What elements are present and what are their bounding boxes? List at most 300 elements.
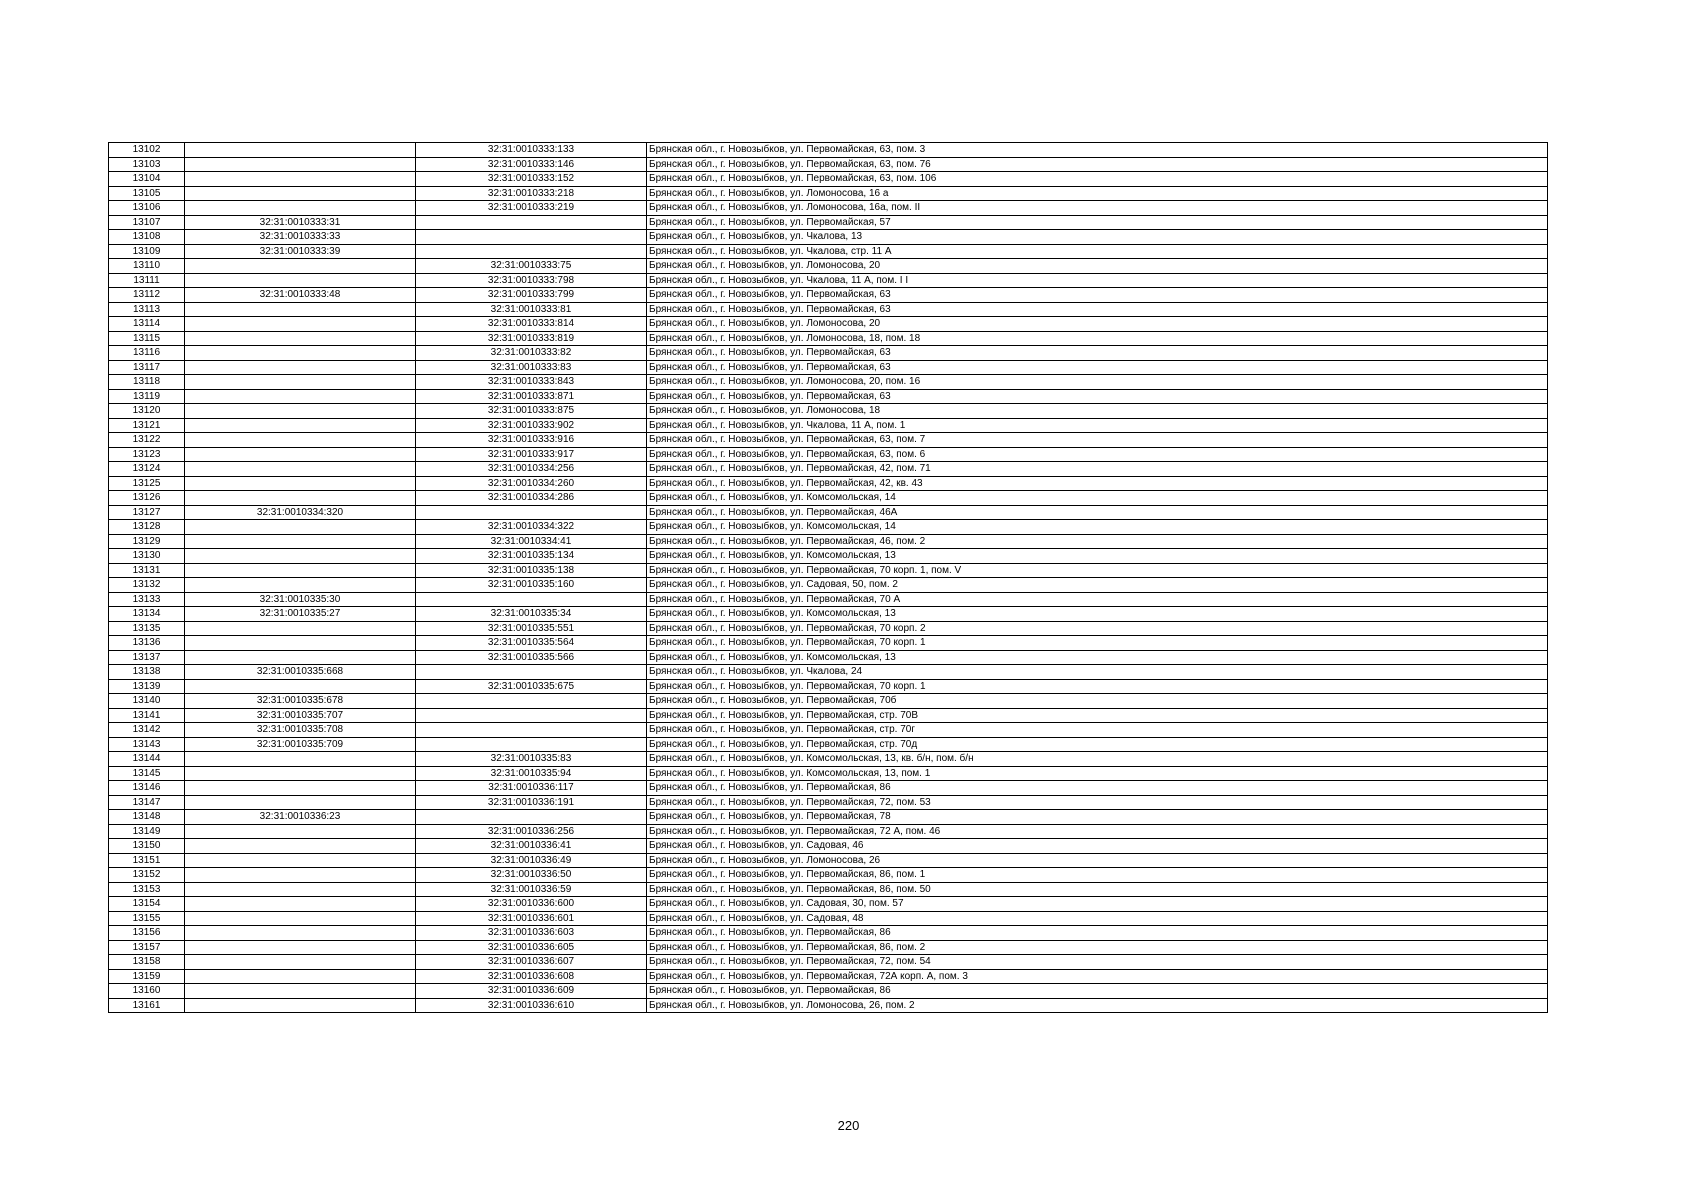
address-cell: Брянская обл., г. Новозыбков, ул. Садовая, 46 [647,839,1548,854]
building-cadastral-cell [416,723,647,738]
table-row [109,215,1548,230]
table-row [109,520,1548,535]
land-cadastral-cell [185,621,416,636]
building-cadastral-cell: 32:31:0010333:83 [416,360,647,375]
building-cadastral-cell: 32:31:0010335:564 [416,636,647,651]
land-cadastral-cell [185,157,416,172]
table-row [109,360,1548,375]
row-number-cell: 13131 [109,563,185,578]
address-cell: Брянская обл., г. Новозыбков, ул. Первомайская, 63 [647,288,1548,303]
address-cell: Брянская обл., г. Новозыбков, ул. Первомайская, 78 [647,810,1548,825]
land-cadastral-cell [185,360,416,375]
address-cell: Брянская обл., г. Новозыбков, ул. Первомайская, 86, пом. 2 [647,940,1548,955]
table-row [109,143,1548,158]
address-cell: Брянская обл., г. Новозыбков, ул. Первомайская, 42, пом. 71 [647,462,1548,477]
address-cell: Брянская обл., г. Новозыбков, ул. Первомайская, 70 корп. 1, пом. V [647,563,1548,578]
address-cell: Брянская обл., г. Новозыбков, ул. Первомайская, 63 [647,389,1548,404]
table-row [109,186,1548,201]
land-cadastral-cell [185,998,416,1013]
building-cadastral-cell [416,737,647,752]
land-cadastral-cell [185,317,416,332]
building-cadastral-cell: 32:31:0010333:82 [416,346,647,361]
address-cell: Брянская обл., г. Новозыбков, ул. Первомайская, 72 А, пом. 46 [647,824,1548,839]
address-cell: Брянская обл., г. Новозыбков, ул. Ломоносова, 20, пом. 16 [647,375,1548,390]
building-cadastral-cell: 32:31:0010335:160 [416,578,647,593]
building-cadastral-cell: 32:31:0010335:138 [416,563,647,578]
table-row [109,418,1548,433]
table-row [109,781,1548,796]
table-row [109,984,1548,999]
row-number-cell: 13135 [109,621,185,636]
land-cadastral-cell: 32:31:0010335:708 [185,723,416,738]
table-row [109,230,1548,245]
address-cell: Брянская обл., г. Новозыбков, ул. Первомайская, стр. 70д [647,737,1548,752]
land-cadastral-cell [185,302,416,317]
address-cell: Брянская обл., г. Новозыбков, ул. Первомайская, 63, пом. 106 [647,172,1548,187]
row-number-cell: 13119 [109,389,185,404]
address-cell: Брянская обл., г. Новозыбков, ул. Ломоносова, 20 [647,317,1548,332]
table-row [109,607,1548,622]
table-row [109,926,1548,941]
building-cadastral-cell: 32:31:0010334:256 [416,462,647,477]
row-number-cell: 13111 [109,273,185,288]
building-cadastral-cell: 32:31:0010333:133 [416,143,647,158]
building-cadastral-cell: 32:31:0010333:81 [416,302,647,317]
land-cadastral-cell [185,462,416,477]
address-cell: Брянская обл., г. Новозыбков, ул. Первомайская, 72, пом. 53 [647,795,1548,810]
address-cell: Брянская обл., г. Новозыбков, ул. Первомайская, стр. 70г [647,723,1548,738]
land-cadastral-cell [185,172,416,187]
row-number-cell: 13161 [109,998,185,1013]
building-cadastral-cell [416,244,647,259]
building-cadastral-cell: 32:31:0010336:608 [416,969,647,984]
building-cadastral-cell: 32:31:0010333:146 [416,157,647,172]
row-number-cell: 13110 [109,259,185,274]
address-cell: Брянская обл., г. Новозыбков, ул. Первомайская, стр. 70В [647,708,1548,723]
table-row [109,911,1548,926]
table-row [109,940,1548,955]
address-cell: Брянская обл., г. Новозыбков, ул. Чкалова, 11 А, пом. I I [647,273,1548,288]
table-row [109,592,1548,607]
row-number-cell: 13109 [109,244,185,259]
building-cadastral-cell: 32:31:0010333:814 [416,317,647,332]
table-row [109,752,1548,767]
building-cadastral-cell: 32:31:0010333:218 [416,186,647,201]
row-number-cell: 13125 [109,476,185,491]
land-cadastral-cell [185,955,416,970]
building-cadastral-cell: 32:31:0010336:600 [416,897,647,912]
registry-table [108,142,1548,1013]
land-cadastral-cell: 32:31:0010333:48 [185,288,416,303]
table-row [109,375,1548,390]
land-cadastral-cell [185,534,416,549]
land-cadastral-cell [185,839,416,854]
land-cadastral-cell [185,636,416,651]
building-cadastral-cell [416,665,647,680]
address-cell: Брянская обл., г. Новозыбков, ул. Комсомольская, 13 [647,650,1548,665]
land-cadastral-cell [185,984,416,999]
row-number-cell: 13121 [109,418,185,433]
building-cadastral-cell: 32:31:0010336:117 [416,781,647,796]
address-cell: Брянская обл., г. Новозыбков, ул. Первомайская, 63, пом. 3 [647,143,1548,158]
row-number-cell: 13120 [109,404,185,419]
building-cadastral-cell: 32:31:0010334:41 [416,534,647,549]
table-row [109,839,1548,854]
building-cadastral-cell: 32:31:0010333:798 [416,273,647,288]
address-cell: Брянская обл., г. Новозыбков, ул. Чкалова, 24 [647,665,1548,680]
address-cell: Брянская обл., г. Новозыбков, ул. Первомайская, 70 корп. 1 [647,679,1548,694]
building-cadastral-cell [416,592,647,607]
table-row [109,679,1548,694]
land-cadastral-cell: 32:31:0010333:39 [185,244,416,259]
building-cadastral-cell: 32:31:0010333:875 [416,404,647,419]
building-cadastral-cell: 32:31:0010336:605 [416,940,647,955]
land-cadastral-cell: 32:31:0010333:33 [185,230,416,245]
address-cell: Брянская обл., г. Новозыбков, ул. Комсомольская, 13, кв. б/н, пом. б/н [647,752,1548,767]
row-number-cell: 13103 [109,157,185,172]
row-number-cell: 13117 [109,360,185,375]
row-number-cell: 13115 [109,331,185,346]
table-row [109,346,1548,361]
address-cell: Брянская обл., г. Новозыбков, ул. Первомайская, 63 [647,360,1548,375]
land-cadastral-cell: 32:31:0010333:31 [185,215,416,230]
land-cadastral-cell: 32:31:0010335:30 [185,592,416,607]
building-cadastral-cell: 32:31:0010333:219 [416,201,647,216]
building-cadastral-cell: 32:31:0010334:322 [416,520,647,535]
building-cadastral-cell: 32:31:0010335:134 [416,549,647,564]
row-number-cell: 13149 [109,824,185,839]
address-cell: Брянская обл., г. Новозыбков, ул. Первомайская, 86 [647,926,1548,941]
address-cell: Брянская обл., г. Новозыбков, ул. Первомайская, 70 А [647,592,1548,607]
land-cadastral-cell [185,331,416,346]
land-cadastral-cell: 32:31:0010336:23 [185,810,416,825]
building-cadastral-cell: 32:31:0010336:603 [416,926,647,941]
row-number-cell: 13157 [109,940,185,955]
row-number-cell: 13150 [109,839,185,854]
building-cadastral-cell: 32:31:0010336:609 [416,984,647,999]
row-number-cell: 13147 [109,795,185,810]
table-row [109,882,1548,897]
building-cadastral-cell: 32:31:0010334:286 [416,491,647,506]
land-cadastral-cell [185,795,416,810]
address-cell: Брянская обл., г. Новозыбков, ул. Первомайская, 70 корп. 2 [647,621,1548,636]
building-cadastral-cell [416,694,647,709]
table-row [109,665,1548,680]
building-cadastral-cell: 32:31:0010335:551 [416,621,647,636]
table-row [109,969,1548,984]
land-cadastral-cell [185,781,416,796]
land-cadastral-cell: 32:31:0010335:27 [185,607,416,622]
row-number-cell: 13156 [109,926,185,941]
building-cadastral-cell: 32:31:0010335:94 [416,766,647,781]
row-number-cell: 13102 [109,143,185,158]
row-number-cell: 13105 [109,186,185,201]
building-cadastral-cell: 32:31:0010334:260 [416,476,647,491]
land-cadastral-cell [185,868,416,883]
land-cadastral-cell [185,143,416,158]
row-number-cell: 13140 [109,694,185,709]
address-cell: Брянская обл., г. Новозыбков, ул. Ломоносова, 20 [647,259,1548,274]
table-row [109,157,1548,172]
row-number-cell: 13122 [109,433,185,448]
row-number-cell: 13153 [109,882,185,897]
land-cadastral-cell [185,752,416,767]
table-row [109,331,1548,346]
address-cell: Брянская обл., г. Новозыбков, ул. Первомайская, 63 [647,346,1548,361]
address-cell: Брянская обл., г. Новозыбков, ул. Первомайская, 86 [647,781,1548,796]
address-cell: Брянская обл., г. Новозыбков, ул. Садовая, 48 [647,911,1548,926]
address-cell: Брянская обл., г. Новозыбков, ул. Первомайская, 86, пом. 1 [647,868,1548,883]
table-row [109,259,1548,274]
land-cadastral-cell [185,186,416,201]
address-cell: Брянская обл., г. Новозыбков, ул. Первомайская, 86 [647,984,1548,999]
building-cadastral-cell: 32:31:0010336:50 [416,868,647,883]
row-number-cell: 13152 [109,868,185,883]
table-row [109,433,1548,448]
table-row [109,650,1548,665]
row-number-cell: 13130 [109,549,185,564]
table-row [109,810,1548,825]
building-cadastral-cell: 32:31:0010333:843 [416,375,647,390]
land-cadastral-cell [185,476,416,491]
land-cadastral-cell [185,824,416,839]
row-number-cell: 13112 [109,288,185,303]
address-cell: Брянская обл., г. Новозыбков, ул. Первомайская, 63 [647,302,1548,317]
building-cadastral-cell: 32:31:0010335:675 [416,679,647,694]
land-cadastral-cell [185,853,416,868]
address-cell: Брянская обл., г. Новозыбков, ул. Ломоносова, 18, пом. 18 [647,331,1548,346]
address-cell: Брянская обл., г. Новозыбков, ул. Садовая, 30, пом. 57 [647,897,1548,912]
table-row [109,621,1548,636]
address-cell: Брянская обл., г. Новозыбков, ул. Первомайская, 57 [647,215,1548,230]
address-cell: Брянская обл., г. Новозыбков, ул. Первомайская, 70 корп. 1 [647,636,1548,651]
land-cadastral-cell [185,650,416,665]
land-cadastral-cell [185,273,416,288]
row-number-cell: 13126 [109,491,185,506]
row-number-cell: 13114 [109,317,185,332]
row-number-cell: 13128 [109,520,185,535]
row-number-cell: 13159 [109,969,185,984]
land-cadastral-cell [185,578,416,593]
address-cell: Брянская обл., г. Новозыбков, ул. Комсомольская, 13 [647,549,1548,564]
land-cadastral-cell [185,766,416,781]
row-number-cell: 13104 [109,172,185,187]
address-cell: Брянская обл., г. Новозыбков, ул. Чкалова, 13 [647,230,1548,245]
land-cadastral-cell: 32:31:0010335:707 [185,708,416,723]
land-cadastral-cell [185,563,416,578]
land-cadastral-cell [185,520,416,535]
row-number-cell: 13129 [109,534,185,549]
land-cadastral-cell [185,259,416,274]
building-cadastral-cell: 32:31:0010336:601 [416,911,647,926]
table-row [109,302,1548,317]
table-row [109,288,1548,303]
building-cadastral-cell [416,505,647,520]
row-number-cell: 13134 [109,607,185,622]
table-row [109,824,1548,839]
address-cell: Брянская обл., г. Новозыбков, ул. Чкалова, стр. 11 А [647,244,1548,259]
land-cadastral-cell: 32:31:0010335:668 [185,665,416,680]
table-row [109,708,1548,723]
land-cadastral-cell [185,418,416,433]
table-row [109,955,1548,970]
address-cell: Брянская обл., г. Новозыбков, ул. Комсомольская, 14 [647,491,1548,506]
table-row [109,723,1548,738]
land-cadastral-cell [185,491,416,506]
page-number: 220 [837,1118,860,1133]
row-number-cell: 13127 [109,505,185,520]
address-cell: Брянская обл., г. Новозыбков, ул. Ломоносова, 18 [647,404,1548,419]
table-row [109,549,1548,564]
address-cell: Брянская обл., г. Новозыбков, ул. Первомайская, 63, пом. 76 [647,157,1548,172]
table-row [109,476,1548,491]
table-row [109,578,1548,593]
table-row [109,998,1548,1013]
table-row [109,694,1548,709]
address-cell: Брянская обл., г. Новозыбков, ул. Ломоносова, 16 а [647,186,1548,201]
table-row [109,534,1548,549]
building-cadastral-cell: 32:31:0010336:191 [416,795,647,810]
address-cell: Брянская обл., г. Новозыбков, ул. Ломоносова, 16а, пом. II [647,201,1548,216]
building-cadastral-cell: 32:31:0010336:610 [416,998,647,1013]
row-number-cell: 13118 [109,375,185,390]
row-number-cell: 13155 [109,911,185,926]
building-cadastral-cell: 32:31:0010333:152 [416,172,647,187]
building-cadastral-cell: 32:31:0010335:566 [416,650,647,665]
building-cadastral-cell: 32:31:0010336:607 [416,955,647,970]
row-number-cell: 13116 [109,346,185,361]
table-row [109,201,1548,216]
address-cell: Брянская обл., г. Новозыбков, ул. Комсомольская, 14 [647,520,1548,535]
table-row [109,244,1548,259]
table-row [109,853,1548,868]
address-cell: Брянская обл., г. Новозыбков, ул. Комсомольская, 13 [647,607,1548,622]
row-number-cell: 13148 [109,810,185,825]
address-cell: Брянская обл., г. Новозыбков, ул. Первомайская, 72, пом. 54 [647,955,1548,970]
building-cadastral-cell [416,230,647,245]
address-cell: Брянская обл., г. Новозыбков, ул. Первомайская, 46А [647,505,1548,520]
table-row [109,447,1548,462]
land-cadastral-cell [185,926,416,941]
address-cell: Брянская обл., г. Новозыбков, ул. Первомайская, 72А корп. А, пом. 3 [647,969,1548,984]
row-number-cell: 13146 [109,781,185,796]
land-cadastral-cell: 32:31:0010335:709 [185,737,416,752]
row-number-cell: 13132 [109,578,185,593]
land-cadastral-cell [185,404,416,419]
table-row [109,491,1548,506]
land-cadastral-cell [185,679,416,694]
building-cadastral-cell: 32:31:0010333:819 [416,331,647,346]
land-cadastral-cell [185,549,416,564]
row-number-cell: 13154 [109,897,185,912]
building-cadastral-cell: 32:31:0010333:902 [416,418,647,433]
table-row [109,737,1548,752]
land-cadastral-cell [185,447,416,462]
address-cell: Брянская обл., г. Новозыбков, ул. Комсомольская, 13, пом. 1 [647,766,1548,781]
land-cadastral-cell [185,201,416,216]
building-cadastral-cell: 32:31:0010336:49 [416,853,647,868]
row-number-cell: 13145 [109,766,185,781]
table-row [109,462,1548,477]
row-number-cell: 13138 [109,665,185,680]
address-cell: Брянская обл., г. Новозыбков, ул. Ломоносова, 26, пом. 2 [647,998,1548,1013]
address-cell: Брянская обл., г. Новозыбков, ул. Первомайская, 86, пом. 50 [647,882,1548,897]
building-cadastral-cell: 32:31:0010336:59 [416,882,647,897]
building-cadastral-cell: 32:31:0010333:799 [416,288,647,303]
table-row [109,766,1548,781]
building-cadastral-cell: 32:31:0010333:871 [416,389,647,404]
row-number-cell: 13160 [109,984,185,999]
land-cadastral-cell [185,433,416,448]
land-cadastral-cell [185,911,416,926]
land-cadastral-cell [185,375,416,390]
land-cadastral-cell [185,882,416,897]
address-cell: Брянская обл., г. Новозыбков, ул. Первомайская, 42, кв. 43 [647,476,1548,491]
table-row [109,897,1548,912]
row-number-cell: 13107 [109,215,185,230]
building-cadastral-cell [416,708,647,723]
table-row [109,636,1548,651]
table-row [109,868,1548,883]
land-cadastral-cell [185,346,416,361]
row-number-cell: 13139 [109,679,185,694]
registry-table-body [109,143,1548,1013]
row-number-cell: 13124 [109,462,185,477]
land-cadastral-cell [185,389,416,404]
row-number-cell: 13123 [109,447,185,462]
row-number-cell: 13106 [109,201,185,216]
building-cadastral-cell: 32:31:0010335:34 [416,607,647,622]
address-cell: Брянская обл., г. Новозыбков, ул. Ломоносова, 26 [647,853,1548,868]
land-cadastral-cell [185,940,416,955]
table-row [109,404,1548,419]
building-cadastral-cell: 32:31:0010335:83 [416,752,647,767]
row-number-cell: 13113 [109,302,185,317]
table-row [109,563,1548,578]
address-cell: Брянская обл., г. Новозыбков, ул. Первомайская, 70б [647,694,1548,709]
building-cadastral-cell: 32:31:0010333:75 [416,259,647,274]
row-number-cell: 13142 [109,723,185,738]
row-number-cell: 13141 [109,708,185,723]
row-number-cell: 13108 [109,230,185,245]
land-cadastral-cell: 32:31:0010334:320 [185,505,416,520]
row-number-cell: 13136 [109,636,185,651]
land-cadastral-cell [185,969,416,984]
building-cadastral-cell: 32:31:0010333:917 [416,447,647,462]
table-row [109,273,1548,288]
address-cell: Брянская обл., г. Новозыбков, ул. Чкалова, 11 А, пом. 1 [647,418,1548,433]
table-row [109,172,1548,187]
building-cadastral-cell: 32:31:0010336:41 [416,839,647,854]
row-number-cell: 13151 [109,853,185,868]
building-cadastral-cell: 32:31:0010333:916 [416,433,647,448]
row-number-cell: 13144 [109,752,185,767]
row-number-cell: 13158 [109,955,185,970]
building-cadastral-cell [416,810,647,825]
table-row [109,389,1548,404]
address-cell: Брянская обл., г. Новозыбков, ул. Первомайская, 63, пом. 6 [647,447,1548,462]
land-cadastral-cell [185,897,416,912]
table-row [109,505,1548,520]
row-number-cell: 13143 [109,737,185,752]
table-row [109,317,1548,332]
building-cadastral-cell: 32:31:0010336:256 [416,824,647,839]
table-row [109,795,1548,810]
land-cadastral-cell: 32:31:0010335:678 [185,694,416,709]
building-cadastral-cell [416,215,647,230]
address-cell: Брянская обл., г. Новозыбков, ул. Первомайская, 46, пом. 2 [647,534,1548,549]
address-cell: Брянская обл., г. Новозыбков, ул. Садовая, 50, пом. 2 [647,578,1548,593]
